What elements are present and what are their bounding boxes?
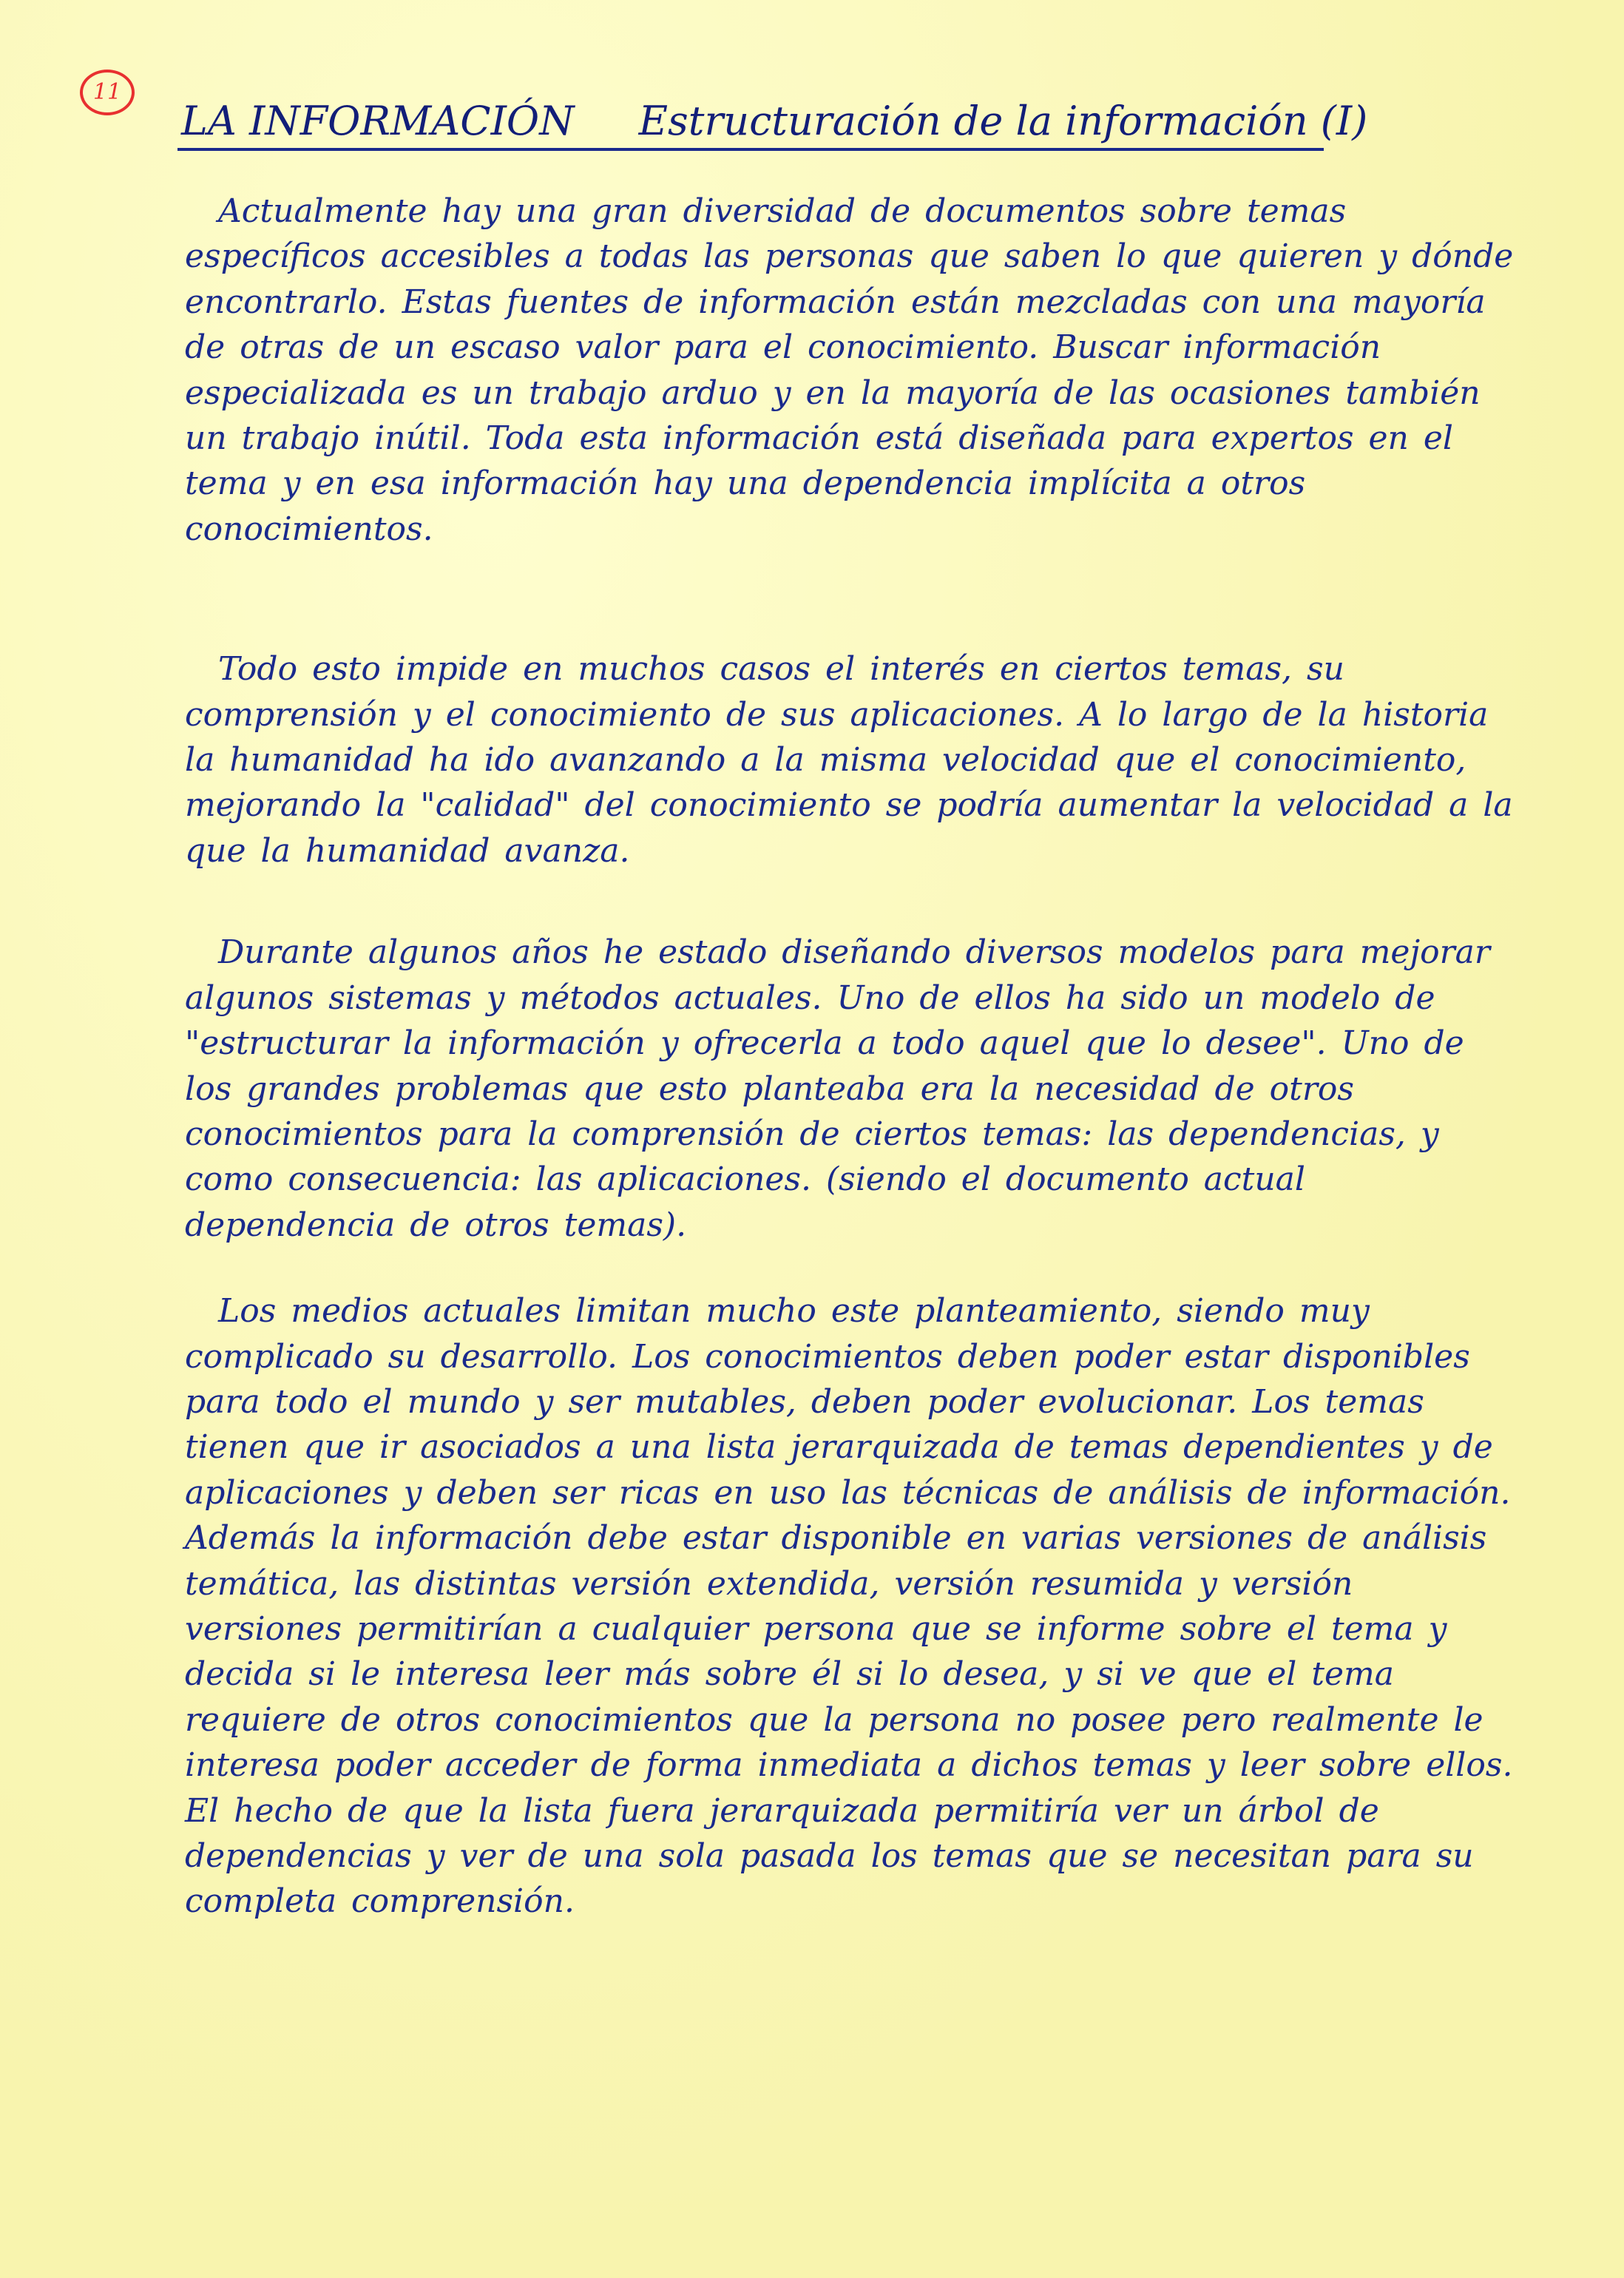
page-subtitle: Estructuración de la información (I) — [638, 98, 1368, 144]
paragraph-4: Los medios actuales limitan mucho este planteamiento, siendo muy complicado su desarrollo. Los conocimientos deben poder estar disponibles para todo el mundo y ser mutables, deben poder evolucionar. Los temas tienen que ir asociados a una lista jerarquizada de temas dependientes y de aplicaciones y deben ser ricas en uso las técnicas de análisis de información. Además la información debe estar disponible en varias versiones de análisis temática, las distintas versión extendida, versión resumida y versión versiones permitirían a cualquier persona que se informe sobre el tema y decida si le interesa leer más sobre él si lo desea, y si ve que el tema requiere de otros conocimientos que la persona no posee pero realmente le interesa poder acceder de forma inmediata a dichos temas y leer sobre ellos. El hecho de que la lista fuera jerarquizada permitiría ver un árbol de dependencias y ver de una sola pasada los temas que se necesitan para su completa comprensión. — [185, 1292, 1513, 1921]
handwritten-body — [185, 189, 1516, 1924]
paragraph-1: Actualmente hay una gran diversidad de documentos sobre temas específicos accesibles a todas las personas que saben lo que quieren y dónde encontrarlo. Estas fuentes de información están mezcladas con una mayoría de otras de un escaso valor para el conocimiento. Buscar información especializada es un trabajo arduo y en la mayoría de las ocasiones también un trabajo inútil. Toda esta información está diseñada para expertos en el tema y en esa información hay una dependencia implícita a otros conocimientos. — [185, 192, 1514, 548]
title-underline — [177, 148, 1324, 151]
paragraph-3: Durante algunos años he estado diseñando diversos modelos para mejorar algunos sistemas y métodos actuales. Uno de ellos ha sido un modelo de "estructurar la información y ofrecerla a todo aquel que lo desee". Uno de los grandes problemas que esto planteaba era la necesidad de otros conocimientos para la comprensión de ciertos temas: las dependencias, y como consecuencia: las aplicaciones. (siendo el documento actual dependencia de otros temas). — [185, 933, 1490, 1244]
paragraph-2: Todo esto impide en muchos casos el interés en ciertos temas, su comprensión y el conocimiento de sus aplicaciones. A lo largo de la historia la humanidad ha ido avanzando a la misma velocidad que el conocimiento, mejorando la "calidad" del conocimiento se podría aumentar la velocidad a la que la humanidad avanza. — [185, 650, 1513, 870]
page-title: LA INFORMACIÓN — [181, 98, 575, 144]
page-title-row — [181, 98, 1409, 144]
page-number-circle: 11 — [80, 70, 135, 115]
